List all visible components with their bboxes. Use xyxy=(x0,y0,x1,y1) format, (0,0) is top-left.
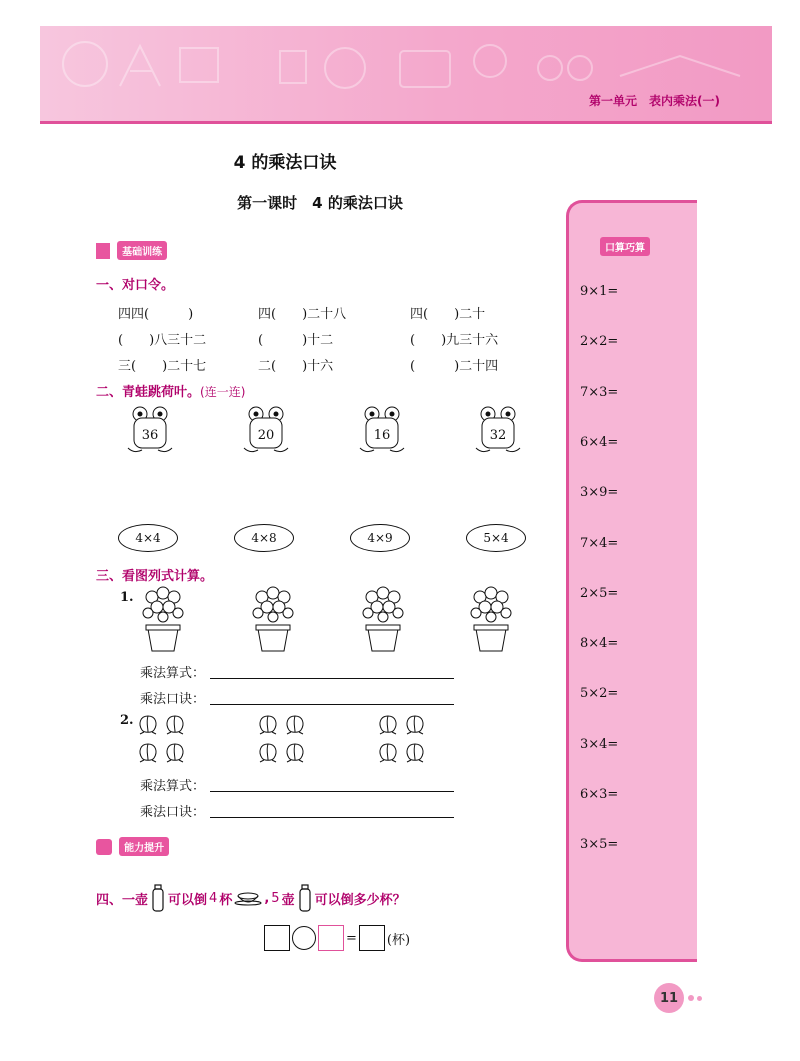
frog-number: 36 xyxy=(141,428,159,443)
s1-r3c2: 二( )十六 xyxy=(258,359,334,374)
page-dot xyxy=(697,996,702,1001)
q1-rhyme-line[interactable] xyxy=(210,703,454,705)
flower-pot-icon xyxy=(138,585,188,659)
peach-icon xyxy=(403,712,427,740)
section2-heading xyxy=(96,381,245,400)
flower-pot-icon xyxy=(466,585,516,659)
s1-r2c2: ( )十二 xyxy=(258,333,334,348)
s4-text-b: 可以倒 xyxy=(168,892,208,908)
peach-icon xyxy=(136,712,160,740)
mental-math-item: 6×3= xyxy=(580,787,619,802)
mental-math-tag: 口算巧算 xyxy=(600,236,650,256)
q2-formula-line[interactable] xyxy=(210,790,454,792)
q1-label: 1. xyxy=(120,590,134,605)
q1-formula-line[interactable] xyxy=(210,677,454,679)
answer-box-1[interactable] xyxy=(264,925,290,951)
frog xyxy=(356,404,408,460)
s4-num-b: 5 xyxy=(271,890,280,906)
peach-icon xyxy=(283,740,307,768)
mental-math-item: 2×5= xyxy=(580,585,619,601)
mental-math-item: 3×9= xyxy=(580,485,619,501)
section1-heading: 一、对口令。 xyxy=(96,278,175,293)
s1-r2c1: ( )八三十二 xyxy=(118,333,207,348)
flower-pot-icon xyxy=(248,585,298,659)
equals-sign: = xyxy=(346,930,357,946)
s1-r1c1: 四四( ) xyxy=(118,307,194,322)
q2-rhyme-label: 乘法口诀： xyxy=(140,805,206,820)
q1-formula-label: 乘法算式： xyxy=(140,666,206,681)
s1-r3c1: 三( )二十七 xyxy=(118,359,207,374)
s4-text-d: , xyxy=(264,890,270,906)
advanced-tag: 能力提升 xyxy=(96,836,169,856)
q2-formula-label: 乘法算式： xyxy=(140,779,206,794)
page-dot xyxy=(688,995,694,1001)
thermos-icon xyxy=(297,883,313,913)
books-icon xyxy=(96,243,110,259)
peach-icon xyxy=(376,740,400,768)
lesson-title: 第一课时 4 的乘法口诀 xyxy=(237,194,403,212)
frog-number: 20 xyxy=(257,428,275,443)
unit-label: 第一单元 表内乘法(一) xyxy=(589,94,720,108)
frog-number: 16 xyxy=(373,428,391,443)
s1-r1c2: 四( )二十八 xyxy=(258,307,347,322)
peach-icon xyxy=(376,712,400,740)
section3-heading: 三、看图列式计算。 xyxy=(96,569,214,584)
mental-math-item: 9×1= xyxy=(580,284,619,299)
lily-pad[interactable]: 4×4 xyxy=(118,524,178,552)
peach-icon xyxy=(283,712,307,740)
mental-math-item: 5×2= xyxy=(580,686,619,702)
answer-box-2[interactable] xyxy=(318,925,344,951)
s4-text-f: 可以倒多少杯？ xyxy=(314,892,406,908)
mental-math-item: 3×4= xyxy=(580,736,619,752)
peach-icon xyxy=(163,712,187,740)
q2-rhyme-line[interactable] xyxy=(210,816,454,818)
section2-hint: (连一连) xyxy=(200,385,246,399)
lily-pad[interactable]: 4×9 xyxy=(350,524,410,552)
page-title: 4 的乘法口诀 xyxy=(233,153,337,173)
s4-text-c: 杯 xyxy=(219,892,233,908)
peach-icon xyxy=(136,740,160,768)
s1-r1c3: 四( )二十 xyxy=(410,307,486,322)
mental-math-item: 7×3= xyxy=(580,384,619,400)
s1-r3c3: ( )二十四 xyxy=(410,359,499,374)
s4-num-a: 4 xyxy=(209,890,218,906)
peach-icon xyxy=(256,712,280,740)
answer-box-result[interactable] xyxy=(359,925,385,951)
header-divider xyxy=(40,121,772,124)
mental-math-item: 2×2= xyxy=(580,334,619,350)
basic-training-tag: 基础训练 xyxy=(96,240,167,260)
mental-math-item: 3×5= xyxy=(580,837,619,853)
mental-math-item: 7×4= xyxy=(580,535,619,551)
frog xyxy=(240,404,292,460)
mental-math-item: 8×4= xyxy=(580,636,619,652)
peach-icon xyxy=(163,740,187,768)
frog-number: 32 xyxy=(489,428,507,443)
q2-label: 2. xyxy=(120,713,134,728)
page-number: 11 xyxy=(654,983,684,1013)
unit-label-cups: (杯) xyxy=(386,932,411,948)
answer-equation xyxy=(264,925,410,951)
q1-rhyme-label: 乘法口诀： xyxy=(140,692,206,707)
mental-math-item: 6×4= xyxy=(580,434,619,450)
lily-pad[interactable]: 5×4 xyxy=(466,524,526,552)
windmill-icon xyxy=(96,839,112,855)
s4-text-a: 四、一壶 xyxy=(96,892,149,908)
section2-title: 二、青蛙跳荷叶。 xyxy=(96,385,201,400)
s4-text-e: 壶 xyxy=(281,892,295,908)
thermos-icon xyxy=(150,883,166,913)
operator-circle[interactable] xyxy=(292,926,316,950)
peach-icon xyxy=(403,740,427,768)
section4-heading xyxy=(96,883,406,913)
frog xyxy=(124,404,176,460)
flower-pot-icon xyxy=(358,585,408,659)
frog xyxy=(472,404,524,460)
lily-pad[interactable]: 4×8 xyxy=(234,524,294,552)
cup-icon xyxy=(234,890,262,906)
peach-icon xyxy=(256,740,280,768)
s1-r2c3: ( )九三十六 xyxy=(410,333,499,348)
